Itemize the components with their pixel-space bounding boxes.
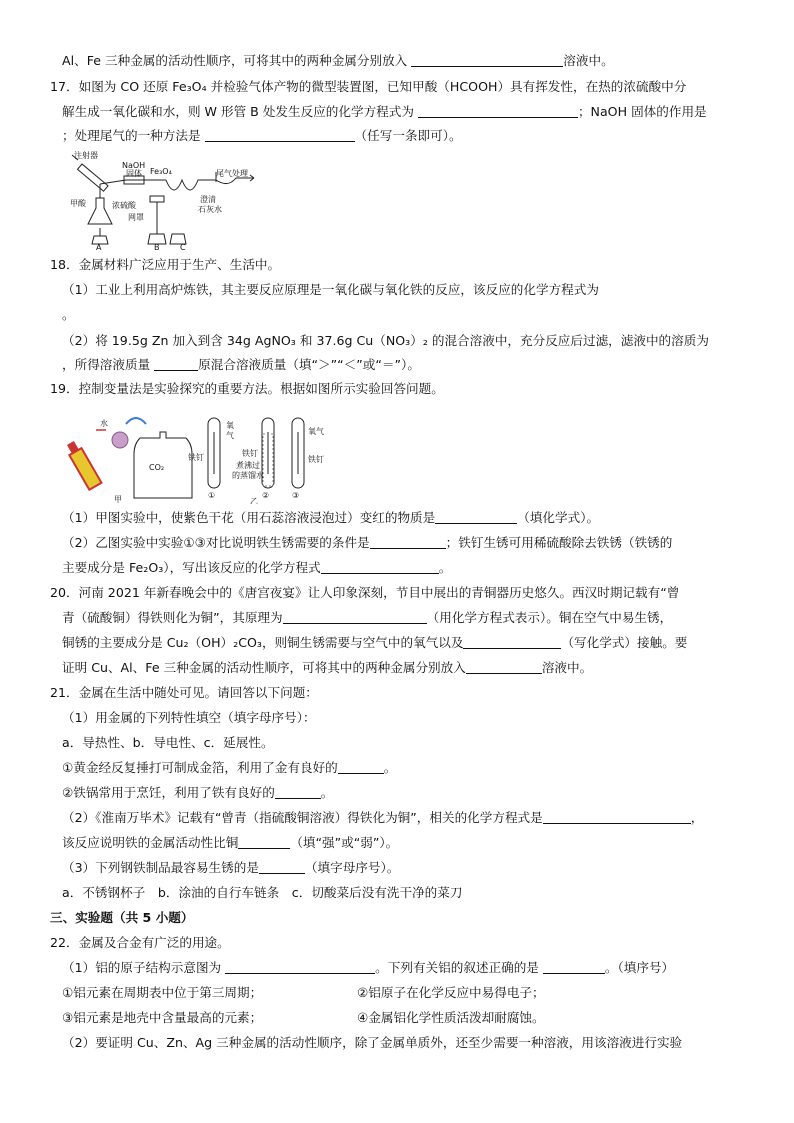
- label-naoh-solid: 固体: [126, 169, 142, 178]
- q18-line3: 。: [62, 307, 75, 322]
- label-nail-2: 铁钉: [242, 449, 258, 458]
- q21-line9: a．不锈钢杯子 b．涂油的自行车链条 c．切酸菜后没有洗干净的菜刀: [62, 885, 463, 900]
- answer-blank[interactable]: [338, 761, 384, 774]
- label-boiled-1: 煮沸过: [236, 461, 260, 470]
- q21-line6: （2）《淮南万毕术》记载有“曾青（指硫酸铜溶液）得铁化为铜”，相关的化学方程式是 ，: [62, 810, 704, 825]
- option-2: ②铝原子在化学反应中易得电子；: [357, 985, 545, 1000]
- q21-line2: （1）用金属的下列特性填空（填字母序号）：: [62, 710, 316, 725]
- label-limewater-1: 澄清: [200, 195, 216, 204]
- label-oxygen-b: 气: [226, 431, 234, 440]
- label-nail-3: 铁钉: [308, 455, 324, 464]
- q22-line1: 22．金属及合金有广泛的用途。: [50, 935, 230, 950]
- q20-line1: 20．河南 2021 年新春晚会中的《唐宫夜宴》让人印象深刻，节目中展出的青铜器历史悠久。西汉时期记载有“曾: [50, 585, 680, 600]
- q20-line3: 铜锈的主要成分是 Cu₂（OH）₂CO₃，则铜生锈需要与空气中的氧气以及 （写化学式）接触。要: [62, 635, 688, 650]
- option-3: ③铝元素是地壳中含量最高的元素；: [62, 1010, 263, 1025]
- q18-line5: ，所得溶液质量 原混合溶液质量（填“＞”“＜”或“＝”）。: [62, 357, 420, 372]
- answer-blank[interactable]: [370, 536, 446, 549]
- q19-line1: 19．控制变量法是实验探究的重要方法。根据如图所示实验回答问题。: [50, 381, 444, 396]
- label-C: C: [180, 243, 186, 250]
- q21-line3: a．导热性、b．导电性、c．延展性。: [62, 735, 274, 750]
- q17-line3: ；处理尾气的一种方法是 （任写一条即可）。: [62, 128, 462, 143]
- answer-blank[interactable]: [259, 861, 305, 874]
- answer-blank[interactable]: [225, 961, 375, 974]
- label-B: B: [154, 243, 160, 250]
- label-co2: CO₂: [149, 463, 165, 472]
- label-jia: 甲: [114, 495, 122, 504]
- q19-line4: 主要成分是 Fe₂O₃），写出该反应的化学方程式 。: [62, 560, 452, 575]
- answer-blank[interactable]: [154, 358, 198, 371]
- q18-line2: （1）工业上利用高炉炼铁，其主要反应原理是一氧化碳与氧化铁的反应，该反应的化学方程式为: [62, 282, 599, 297]
- q21-line5: ②铁锅常用于烹饪，利用了铁有良好的 。: [62, 785, 334, 800]
- option-1: ①铝元素在周期表中位于第三周期；: [62, 985, 263, 1000]
- q20-line4: 证明 Cu、Al、Fe 三种金属的活动性顺序，可将其中的两种金属分别放入 溶液中。: [62, 660, 593, 675]
- label-A: A: [96, 243, 102, 250]
- q18-line1: 18．金属材料广泛应用于生产、生活中。: [50, 257, 281, 272]
- label-tail-gas: 尾气处理: [216, 169, 248, 178]
- q16-tail: Al、Fe 三种金属的活动性顺序，可将其中的两种金属分别放入 溶液中。: [62, 53, 614, 68]
- q22-line2: （1）铝的原子结构示意图为 。下列有关铝的叙述正确的是 。（填序号）: [62, 960, 675, 975]
- q21-line1: 21．金属在生活中随处可见。请回答以下问题：: [50, 685, 318, 700]
- option-4: ④金属铝化学性质活泼却耐腐蚀。: [357, 1010, 545, 1025]
- answer-blank[interactable]: [418, 105, 578, 118]
- q22-options-row2: [0, 1010, 794, 1026]
- q17-line2: 解生成一氧化碳和水，则 W 形管 B 处发生反应的化学方程式为 ；NaOH 固体的作用是: [62, 104, 707, 119]
- label-formic-acid: 甲酸: [70, 199, 86, 208]
- answer-blank[interactable]: [283, 611, 427, 624]
- answer-blank[interactable]: [463, 636, 561, 649]
- answer-blank[interactable]: [275, 786, 321, 799]
- label-yi: 乙: [250, 497, 258, 504]
- q22-options-row1: [0, 985, 794, 1001]
- label-nail-1: 铁钉: [188, 453, 204, 462]
- answer-blank[interactable]: [238, 836, 290, 849]
- q19-line3: （2）乙图实验中实验①③对比说明铁生锈需要的条件是 ；铁钉生锈可用稀硫酸除去铁锈（铁锈的: [62, 535, 673, 550]
- section-title: 三、实验题（共 5 小题）: [50, 910, 194, 925]
- answer-blank[interactable]: [435, 511, 517, 524]
- label-water: 水: [100, 419, 108, 428]
- answer-blank[interactable]: [321, 561, 439, 574]
- q19-line2: （1）甲图实验中，使紫色干花（用石蕊溶液浸泡过）变红的物质是 （填化学式）。: [62, 510, 600, 525]
- q17-apparatus-figure: [66, 150, 266, 250]
- q22-line5: （2）要证明 Cu、Zn、Ag 三种金属的活动性顺序，除了金属单质外，还至少需要一种溶液，用该溶液进行实验: [62, 1035, 683, 1050]
- label-fe3o4: Fe₃O₄: [150, 167, 172, 176]
- q19-experiment-figure: [66, 404, 336, 504]
- answer-blank[interactable]: [411, 54, 563, 67]
- q18-line4: （2）将 19.5g Zn 加入到含 34g AgNO₃ 和 37.6g Cu（NO₃）₂ 的混合溶液中，充分反应后过滤，滤液中的溶质为: [62, 333, 709, 348]
- label-syringe: 注射器: [74, 151, 98, 160]
- label-boiled-2: 的蒸馏水: [232, 471, 264, 480]
- label-limewater-2: 石灰水: [198, 205, 222, 214]
- label-conc-h2so4: 浓硫酸: [112, 201, 136, 210]
- q20-line2: 青（硫酸铜）得铁则化为铜”，其原理为 （用化学方程式表示）。铜在空气中易生锈，: [62, 610, 673, 625]
- label-n2: ②: [262, 491, 270, 500]
- answer-blank[interactable]: [466, 661, 542, 674]
- label-mesh: 网罩: [128, 213, 144, 222]
- answer-blank[interactable]: [543, 811, 691, 824]
- answer-blank[interactable]: [543, 961, 605, 974]
- q21-line4: ①黄金经反复捶打可制成金箔，利用了金有良好的 。: [62, 760, 397, 775]
- label-oxygen-a: 氧: [226, 421, 234, 430]
- label-n3: ③: [292, 491, 300, 500]
- answer-blank[interactable]: [205, 129, 355, 142]
- label-oxygen: 氧气: [308, 427, 324, 436]
- label-n1: ①: [208, 491, 216, 500]
- label-naoh: NaOH: [122, 161, 146, 170]
- q21-line7: 该反应说明铁的金属活动性比铜 （填“强”或“弱”）。: [62, 835, 399, 850]
- q17-line1: 17．如图为 CO 还原 Fe₃O₄ 并检验气体产物的微型装置图，已知甲酸（HCOOH）具有挥发性，在热的浓硫酸中分: [50, 79, 687, 94]
- q21-line8: （3）下列钢铁制品最容易生锈的是 （填字母序号）。: [62, 860, 400, 875]
